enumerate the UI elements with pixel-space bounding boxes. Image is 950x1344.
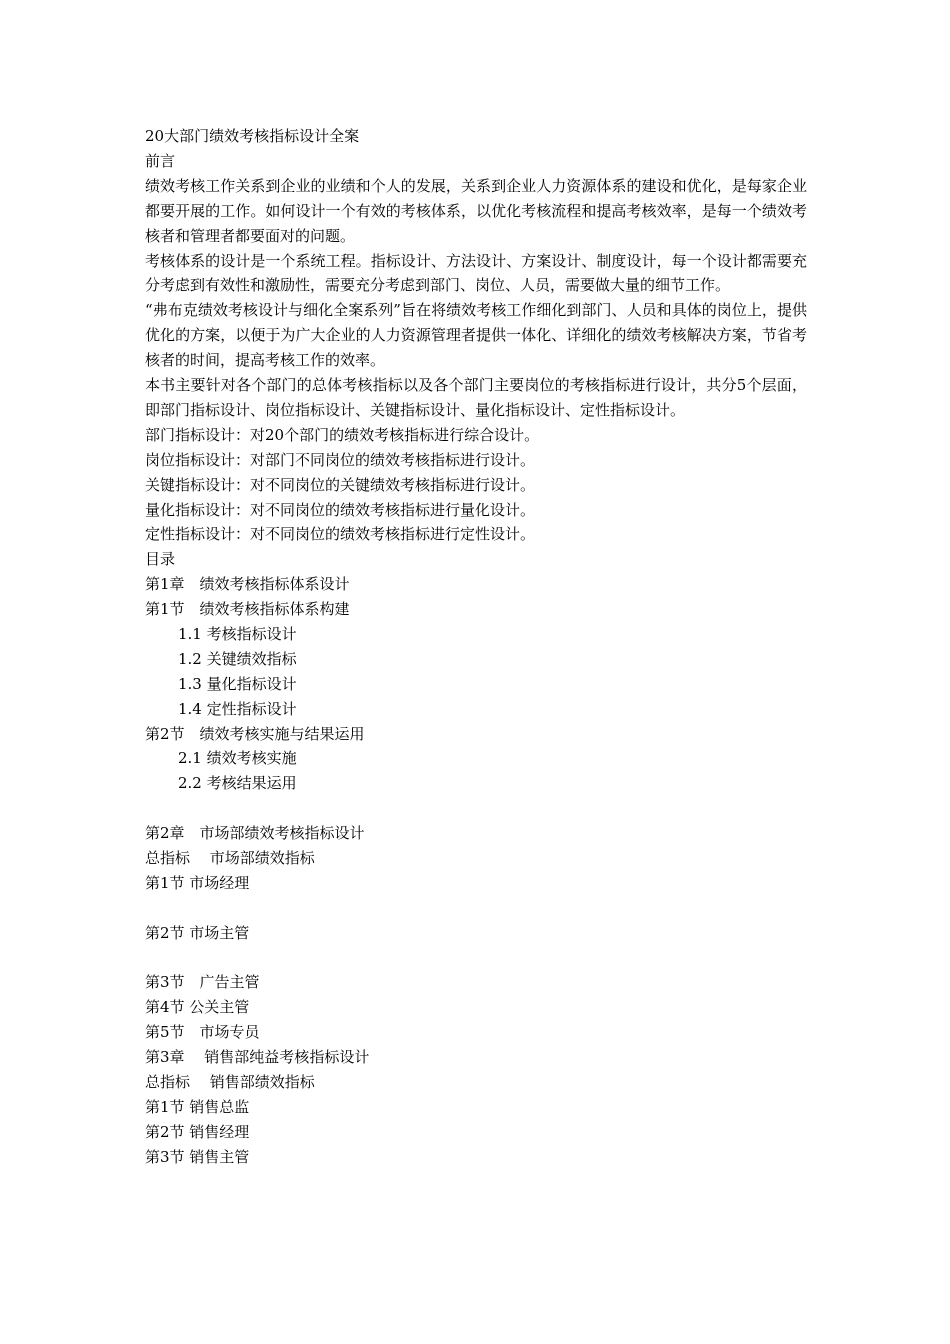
document-page: [145, 124, 807, 1170]
toc-entry: 1.1 考核指标设计: [178, 624, 297, 643]
toc-entry: 第2节 市场主管: [145, 923, 250, 942]
preface-paragraph-2: 考核体系的设计是一个系统工程。指标设计、方法设计、方案设计、制度设计，每一个设计都需要充分考虑到有效性和激励性，需要充分考虑到部门、岗位、人员，需要做大量的细节工作。: [145, 251, 807, 295]
toc-entry: 第2节 销售经理: [145, 1122, 250, 1141]
toc-entry: 2.1 绩效考核实施: [178, 749, 297, 768]
toc-entry: 第2章 市场部绩效考核指标设计: [145, 824, 365, 843]
toc-entry: 第2节 绩效考核实施与结果运用: [145, 724, 365, 743]
toc-entry: 2.2 考核结果运用: [178, 774, 297, 793]
toc-entry: 第1节 销售总监: [145, 1097, 250, 1116]
design-item-quantitative: 量化指标设计：对不同岗位的绩效考核指标进行量化设计。: [145, 500, 536, 519]
toc-entry: 第1节 市场经理: [145, 873, 250, 892]
toc-entry: 第3章 销售部纯益考核指标设计: [145, 1048, 370, 1067]
table-of-contents: [145, 572, 807, 1169]
design-item-position: 岗位指标设计：对部门不同岗位的绩效考核指标进行设计。: [145, 450, 536, 469]
toc-entry: 1.4 定性指标设计: [178, 699, 297, 718]
preface-paragraph-1: 绩效考核工作关系到企业的业绩和个人的发展，关系到企业人力资源体系的建设和优化，是每家企业都要开展的工作。如何设计一个有效的考核体系，以优化考核流程和提高考核效率，是每一个绩效考核者和管理者都要面对的问题。: [145, 176, 807, 245]
preface-paragraph-3: “弗布克绩效考核设计与细化全案系列”旨在将绩效考核工作细化到部门、人员和具体的岗位上，提供优化的方案，以便于为广大企业的人力资源管理者提供一体化、详细化的绩效考核解决方案，节省考核者的时间，提高考核工作的效率。: [145, 301, 807, 370]
toc-heading: 目录: [145, 550, 176, 569]
toc-entry: 1.2 关键绩效指标: [178, 649, 297, 668]
document-title: 20大部门绩效考核指标设计全案: [145, 127, 360, 145]
design-item-qualitative: 定性指标设计：对不同岗位的绩效考核指标进行定性设计。: [145, 525, 536, 544]
design-item-department: 部门指标设计：对20个部门的绩效考核指标进行综合设计。: [145, 425, 540, 444]
toc-blank-line: [145, 946, 807, 971]
toc-entry: 总指标 市场部绩效指标: [145, 848, 315, 867]
toc-entry: 第4节 公关主管: [145, 998, 250, 1017]
toc-entry: 1.3 量化指标设计: [178, 674, 297, 693]
toc-blank-line: [145, 796, 807, 821]
toc-entry: 第3节 广告主管: [145, 973, 260, 992]
toc-entry: 第3节 销售主管: [145, 1147, 250, 1166]
preface-heading: 前言: [145, 151, 176, 170]
design-item-key: 关键指标设计：对不同岗位的关键绩效考核指标进行设计。: [145, 475, 536, 494]
toc-blank-line: [145, 896, 807, 921]
toc-entry: 总指标 销售部绩效指标: [145, 1073, 315, 1091]
toc-entry: 第1节 绩效考核指标体系构建: [145, 600, 350, 619]
preface-paragraph-4: 本书主要针对各个部门的总体考核指标以及各个部门主要岗位的考核指标进行设计，共分5个层面，即部门指标设计、岗位指标设计、关键指标设计、量化指标设计、定性指标设计。: [145, 376, 807, 419]
toc-entry: 第5节 市场专员: [145, 1023, 260, 1042]
toc-entry: 第1章 绩效考核指标体系设计: [145, 575, 350, 594]
